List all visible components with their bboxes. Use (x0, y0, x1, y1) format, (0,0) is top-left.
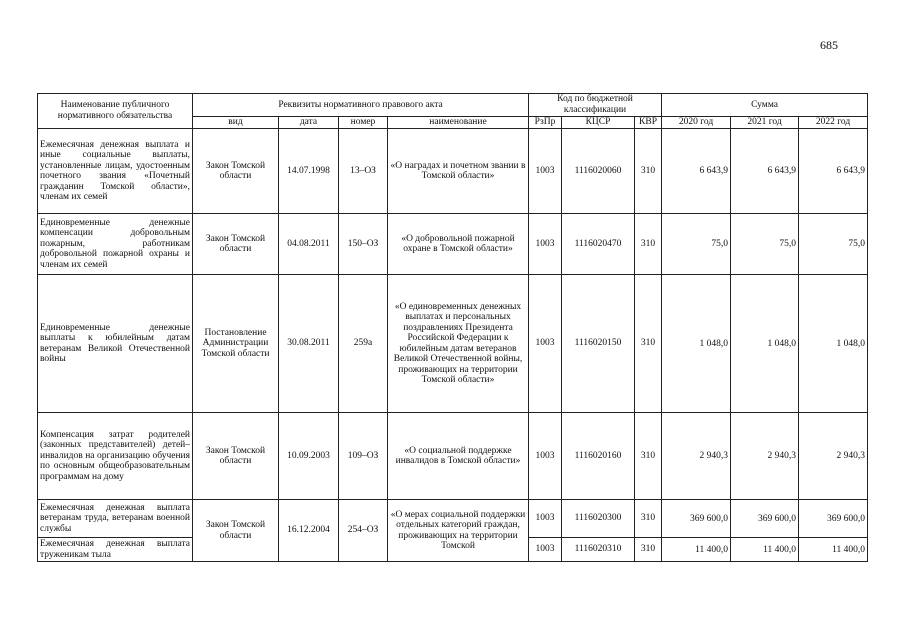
amount-2020-cell: 6 643,9 (662, 129, 731, 214)
act-number-cell: 254–ОЗ (339, 500, 388, 562)
budget-table (37, 93, 868, 562)
obligation-cell: Ежемесячная денежная выплата и иные социальные выплаты, установленные лицам, удостоенным почетного звания «Почетный гражданин Томской области», членам их семей (38, 129, 193, 214)
table-row (38, 500, 868, 538)
table-row (38, 129, 868, 214)
act-name-cell: «О социальной поддержке инвалидов в Томской области» (388, 413, 529, 500)
header-act-requisites: Реквизиты нормативного правового акта (193, 94, 529, 117)
table-row (38, 275, 868, 413)
amount-2021-cell: 2 940,3 (731, 413, 799, 500)
kcsr-cell: 1116020470 (562, 214, 635, 275)
act-name-cell: «О добровольной пожарной охране в Томской области» (388, 214, 529, 275)
amount-2020-cell: 1 048,0 (662, 275, 731, 413)
rzpr-cell: 1003 (529, 538, 562, 562)
amount-2021-cell: 75,0 (731, 214, 799, 275)
act-type-cell: Постановление Администрации Томской области (193, 275, 279, 413)
act-name-cell: «О наградах и почетном звании в Томской области» (388, 129, 529, 214)
amount-2022-cell: 11 400,0 (799, 538, 868, 562)
act-type-cell: Закон Томской области (193, 129, 279, 214)
header-number: номер (339, 117, 388, 129)
amount-2022-cell: 6 643,9 (799, 129, 868, 214)
amount-2022-cell: 1 048,0 (799, 275, 868, 413)
rzpr-cell: 1003 (529, 413, 562, 500)
rzpr-cell: 1003 (529, 275, 562, 413)
amount-2021-cell: 1 048,0 (731, 275, 799, 413)
act-number-cell: 109–ОЗ (339, 413, 388, 500)
kvr-cell: 310 (635, 129, 662, 214)
amount-2022-cell: 369 600,0 (799, 500, 868, 538)
act-number-cell: 13–ОЗ (339, 129, 388, 214)
amount-2022-cell: 2 940,3 (799, 413, 868, 500)
amount-2021-cell: 11 400,0 (731, 538, 799, 562)
rzpr-cell: 1003 (529, 214, 562, 275)
kvr-cell: 310 (635, 214, 662, 275)
header-kcsr: КЦСР (562, 117, 635, 129)
act-date-cell: 10.09.2003 (279, 413, 339, 500)
act-date-cell: 30.08.2011 (279, 275, 339, 413)
header-2022: 2022 год (799, 117, 868, 129)
rzpr-cell: 1003 (529, 500, 562, 538)
header-2020: 2020 год (662, 117, 731, 129)
obligation-cell: Ежемесячная денежная выплата ветеранам труда, ветеранам военной службы (38, 500, 193, 538)
header-kvr: КВР (635, 117, 662, 129)
amount-2021-cell: 6 643,9 (731, 129, 799, 214)
amount-2020-cell: 2 940,3 (662, 413, 731, 500)
header-type: вид (193, 117, 279, 129)
act-number-cell: 150–ОЗ (339, 214, 388, 275)
act-date-cell: 14.07.1998 (279, 129, 339, 214)
kvr-cell: 310 (635, 500, 662, 538)
obligation-cell: Единовременные денежные компенсации добровольным пожарным, работникам добровольной пожарной охраны и членам их семей (38, 214, 193, 275)
obligation-cell: Ежемесячная денежная выплата труженикам тыла (38, 538, 193, 562)
kvr-cell: 310 (635, 413, 662, 500)
header-row-top (38, 94, 868, 117)
obligation-cell: Компенсация затрат родителей (законных представителей) детей–инвалидов на организацию обучения по основным общеобразовательным программам на дому (38, 413, 193, 500)
table-row (38, 214, 868, 275)
act-type-cell: Закон Томской области (193, 413, 279, 500)
act-type-cell: Закон Томской области (193, 214, 279, 275)
kcsr-cell: 1116020300 (562, 500, 635, 538)
table-row (38, 413, 868, 500)
kvr-cell: 310 (635, 275, 662, 413)
header-obligation-name: Наименование публичного нормативного обязательства (38, 94, 193, 129)
kcsr-cell: 1116020160 (562, 413, 635, 500)
amount-2022-cell: 75,0 (799, 214, 868, 275)
header-date: дата (279, 117, 339, 129)
act-date-cell: 16.12.2004 (279, 500, 339, 562)
kvr-cell: 310 (635, 538, 662, 562)
act-type-cell: Закон Томской области (193, 500, 279, 562)
header-amount: Сумма (662, 94, 868, 117)
header-budget-code: Код по бюджетной классификации (529, 94, 662, 117)
obligation-cell: Единовременные денежные выплаты к юбилейным датам ветеранам Великой Отечественной войны (38, 275, 193, 413)
act-number-cell: 259а (339, 275, 388, 413)
kcsr-cell: 1116020060 (562, 129, 635, 214)
amount-2020-cell: 369 600,0 (662, 500, 731, 538)
amount-2020-cell: 75,0 (662, 214, 731, 275)
header-rzpr: РзПр (529, 117, 562, 129)
act-date-cell: 04.08.2011 (279, 214, 339, 275)
kcsr-cell: 1116020310 (562, 538, 635, 562)
amount-2020-cell: 11 400,0 (662, 538, 731, 562)
header-2021: 2021 год (731, 117, 799, 129)
act-name-cell: «О мерах социальной поддержки отдельных категорий граждан, проживающих на территории Томской (388, 500, 529, 562)
page-number: 685 (820, 38, 838, 52)
act-name-cell: «О единовременных денежных выплатах и персональных поздравлениях Президента Российской Федерации к юбилейным датам ветеранов Великой Отечественной войны, проживающих на территории Томской области» (388, 275, 529, 413)
amount-2021-cell: 369 600,0 (731, 500, 799, 538)
rzpr-cell: 1003 (529, 129, 562, 214)
header-act-name: наименование (388, 117, 529, 129)
kcsr-cell: 1116020150 (562, 275, 635, 413)
